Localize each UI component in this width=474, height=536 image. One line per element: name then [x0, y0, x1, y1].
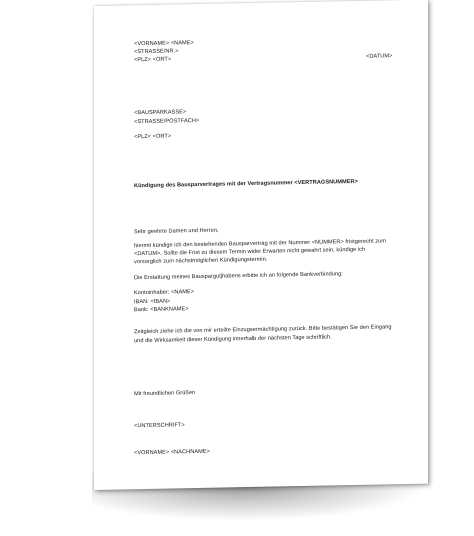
letter-subject: Kündigung des Bausparvertrages mit der Vertragsnummer <VERTRAGSNUMMER> — [134, 178, 358, 190]
paragraph1-line3: vorsorglich zum nächstmöglichen Kündigungstermin. — [134, 256, 268, 266]
recipient-city: <PLZ< <ORT> — [134, 133, 172, 141]
signature-name: <VORNAME> <NACHNAME> — [134, 448, 210, 457]
paragraph1-line1: hiermit kündige ich den bestehenden Bausparvertrag mit der Nummer <NUMMER> fristgerecht zum — [134, 238, 387, 250]
bank-holder: Kontoinhaber: <NAME> — [134, 289, 195, 297]
bank-iban: IBAN: <IBAN> — [134, 298, 171, 306]
bank-name: Bank: <BANKNAME> — [134, 306, 189, 314]
closing: Mit freundlichen Grüßen — [134, 390, 196, 398]
paragraph3-line1: Zeitgleich ziehe ich die von mir erteilte Einzugsermächtigung zurück. Bitte bestätigen Sie den Eingang — [134, 324, 392, 336]
sender-street: <STRASSE/NR.> — [134, 48, 179, 56]
date-placeholder: <DATUM> — [366, 53, 393, 60]
salutation: Sehr geehrte Damen und Herren, — [134, 227, 219, 236]
letter-page — [94, 0, 428, 490]
sender-city: <PLZ> <ORT> — [134, 56, 172, 64]
paragraph2: Die Erstattung meines Bauspargutjhabens erbitte ich an folgende Bankverbindung: — [134, 271, 343, 282]
sender-name: <VORNAME> <NAME> — [134, 40, 194, 48]
signature-placeholder: <UNTERSCHRIFT> — [134, 422, 185, 430]
paragraph1-line2: <DATUM>. Sollte die Frist zu diesem Termin wider Erwarten nicht gewahrt sein, kündige ich — [134, 246, 366, 258]
paragraph3-line2: und die Wirksamkeit dieser Kündigung innerhalb der nächsten Tage schriftlich. — [134, 334, 332, 345]
recipient-street: <STRASSE/POSTFACH> — [134, 117, 200, 126]
recipient-name: <BAUSPARKASSE> — [134, 109, 187, 117]
